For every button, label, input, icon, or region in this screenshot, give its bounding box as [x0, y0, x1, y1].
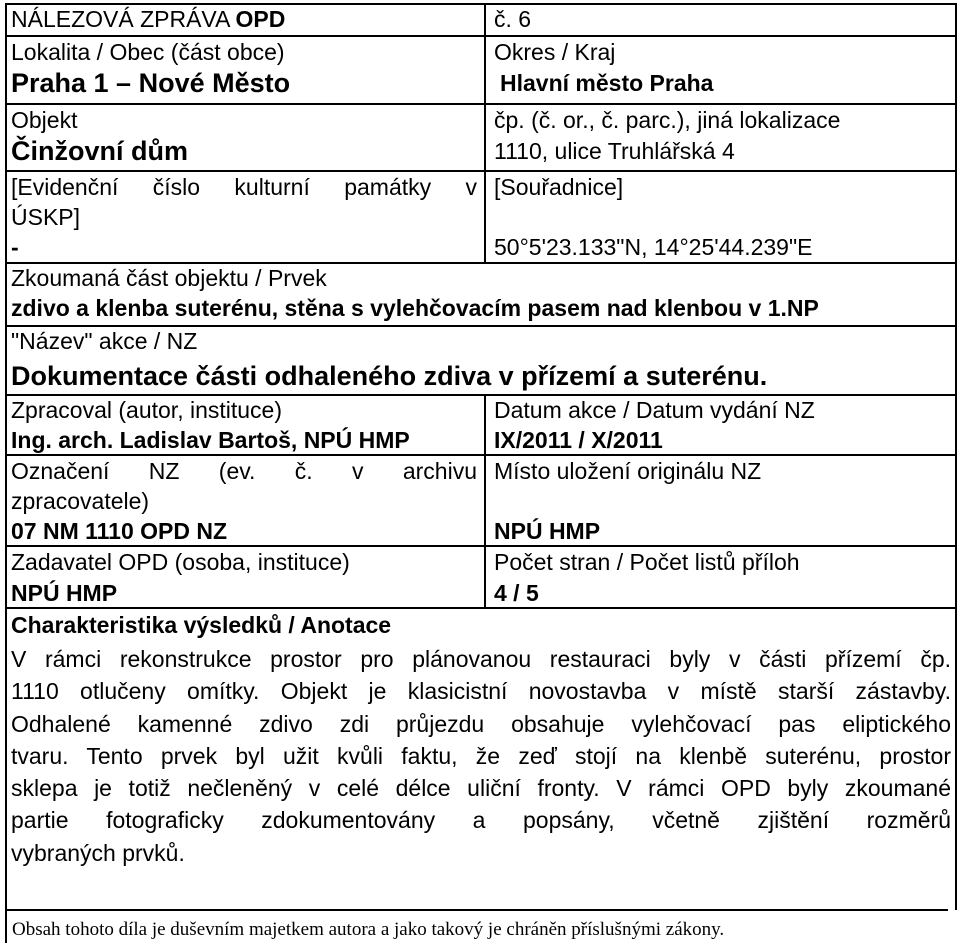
- rule-row2: [5, 103, 957, 105]
- rule-row4: [5, 262, 957, 264]
- zpracoval-value: Ing. arch. Ladislav Bartoš, NPÚ HMP: [11, 427, 410, 453]
- lokalita-value: Praha 1 – Nové Město: [11, 68, 291, 98]
- rule-row5: [5, 325, 957, 327]
- oznaceni-label-line2: zpracovatele): [11, 488, 150, 514]
- annotation-line: vybraných prvků.: [11, 839, 185, 866]
- souradnice-label: [Souřadnice]: [494, 174, 624, 200]
- rule-left: [5, 3, 7, 943]
- rule-middle-b: [484, 394, 486, 608]
- rule-row8: [5, 545, 957, 547]
- zadavatel-label: Zadavatel OPD (osoba, instituce): [11, 549, 350, 575]
- okres-value: Hlavní město Praha: [500, 70, 714, 96]
- evidencni-label-line1: [Evidenční číslo kulturní památky v: [11, 174, 477, 200]
- rule-top: [5, 3, 957, 5]
- annotation-line: sklepa je totiž nečleněný v celé délce uliční fronty. V rámci OPD byly zkoumané: [11, 775, 951, 802]
- report-number: č. 6: [494, 6, 532, 32]
- zkoumana-label: Zkoumaná část objektu / Prvek: [11, 265, 327, 291]
- objekt-label: Objekt: [11, 107, 78, 133]
- misto-label: Místo uložení originálu NZ: [494, 458, 762, 484]
- oznaceni-value: 07 NM 1110 OPD NZ: [11, 518, 228, 544]
- rule-right: [955, 3, 957, 910]
- rule-footer: [5, 909, 948, 911]
- nazev-label: "Název" akce / NZ: [11, 328, 198, 354]
- datum-value: IX/2011 / X/2011: [494, 427, 663, 453]
- objekt-value: Činžovní dům: [11, 136, 188, 166]
- zpracoval-label: Zpracoval (autor, instituce): [11, 397, 283, 423]
- rule-row7: [5, 454, 957, 456]
- souradnice-value: 50°5'23.133"N, 14°25'44.239"E: [494, 234, 813, 260]
- pocet-value: 4 / 5: [494, 580, 539, 606]
- report-title-prefix: NÁLEZOVÁ ZPRÁVA: [11, 6, 236, 32]
- rule-row3: [5, 170, 957, 172]
- cp-value: 1110, ulice Truhlářská 4: [494, 138, 735, 164]
- annotation-line: 1110 otlučeny omítky. Objekt je klasicistní novostavba v místě starší zástavby.: [11, 678, 951, 705]
- rule-row9: [5, 607, 957, 609]
- annotation-line: V rámci rekonstrukce prostor pro plánovanou restauraci byly v části přízemí čp.: [11, 646, 951, 672]
- cp-label: čp. (č. or., č. parc.), jiná lokalizace: [494, 107, 841, 133]
- report-title-type: OPD: [235, 6, 286, 32]
- lokalita-label: Lokalita / Obec (část obce): [11, 39, 285, 65]
- annotation-line: partie fotograficky zdokumentovány a popsány, včetně zjištění rozměrů: [11, 807, 951, 834]
- datum-label: Datum akce / Datum vydání NZ: [494, 397, 815, 423]
- copyright-footer: Obsah tohoto díla je duševním majetkem autora a jako takový je chráněn příslušnými zákony.: [12, 919, 725, 940]
- okres-label: Okres / Kraj: [494, 39, 616, 65]
- zkoumana-value: zdivo a klenba suterénu, stěna s vylehčovacím pasem nad klenbou v 1.NP: [11, 295, 819, 321]
- charakteristika-heading: Charakteristika výsledků / Anotace: [11, 612, 392, 638]
- report-title: [11, 6, 285, 33]
- annotation-line: Odhalené kamenné zdivo zdi průjezdu obsahuje vylehčovací pas eliptického: [11, 710, 951, 737]
- misto-value: NPÚ HMP: [494, 518, 601, 544]
- nazev-value: Dokumentace části odhaleného zdiva v přízemí a suterénu.: [11, 361, 768, 391]
- pocet-label: Počet stran / Počet listů příloh: [494, 549, 800, 575]
- rule-row6: [5, 394, 957, 396]
- zadavatel-value: NPÚ HMP: [11, 580, 118, 606]
- evidencni-value: -: [11, 234, 19, 260]
- rule-row1: [5, 35, 957, 37]
- annotation-line: tvaru. Tento prvek byl užit kvůli faktu, že zeď stojí na klenbě suterénu, prostor: [11, 742, 951, 769]
- rule-middle-a: [484, 3, 486, 263]
- annotation-paragraph: [11, 643, 951, 869]
- oznaceni-label-line1: Označení NZ (ev. č. v archivu: [11, 458, 477, 484]
- evidencni-label-line2: ÚSKP]: [11, 204, 81, 230]
